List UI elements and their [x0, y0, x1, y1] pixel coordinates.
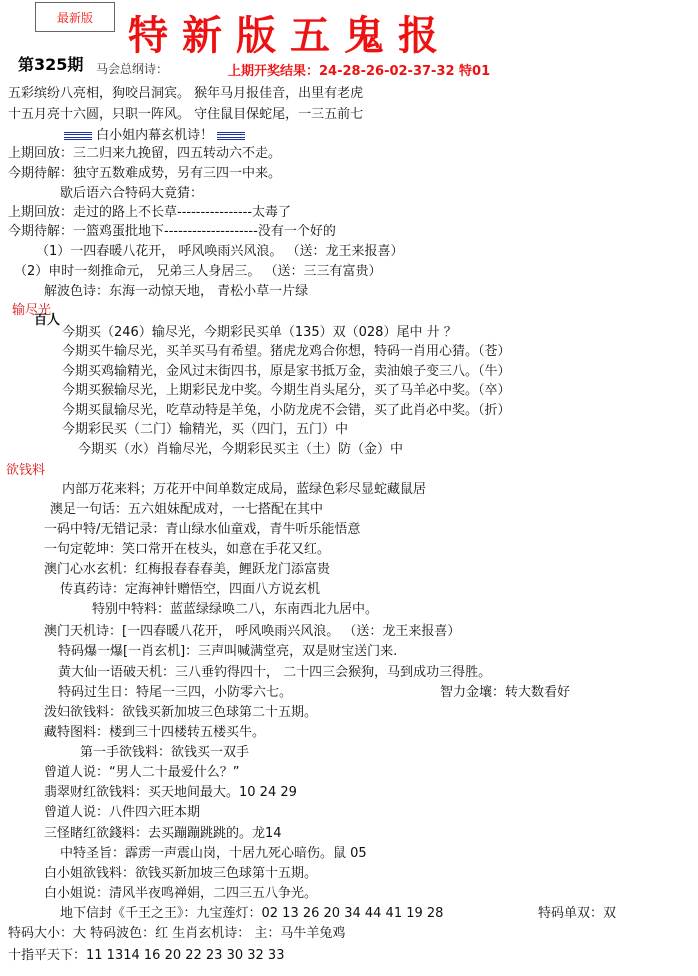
lose-section-mark: 百人 — [34, 313, 61, 328]
lose-line: 今期买牛输尽光，买羊买马有希望。猪虎龙鸡合你想，特码一肖用心猜。（苍） — [62, 344, 511, 359]
win-line: 泼妇欲钱料：欲钱买新加坡三色球第二十五期。 — [44, 705, 318, 720]
white-lady-line: 解波色诗：东海一动惊天地， 青松小草一片绿 — [44, 284, 309, 299]
issue-subtitle: 马会总纲诗： — [96, 62, 169, 76]
double-bar-icon — [217, 132, 245, 140]
double-bar-icon — [64, 132, 92, 140]
win-line: 黄大仙一语破天机：三八垂钓得四十， 二十四三会猴狗，马到成功三得胜。 — [58, 665, 492, 680]
win-line: 特码爆一爆[一肖玄机]：三声叫喊满堂亮，双是财宝送门来. — [58, 644, 398, 659]
issue-number: 第325期 — [18, 55, 84, 74]
poem-line: 五彩缤纷八亮相，狗咬吕洞宾。 猴年马月报佳音，出里有老虎 — [8, 86, 364, 101]
last-draw-results: 上期开奖结果：24-28-26-02-37-32 特01 — [228, 64, 491, 79]
white-lady-title-row — [64, 124, 245, 143]
win-line: 曾道人说：“男人二十最爱什么？” — [44, 765, 240, 780]
win-line: 特别中特料：蓝蓝绿绿唤二八，东南西北九居中。 — [92, 602, 379, 617]
lose-line: 今期买猴输尽光，上期彩民龙中奖。今期生肖头尾分，买了马羊必中奖。（卒） — [62, 383, 511, 398]
win-line: 澳足一句话：五六姐妹配成对，一七搭配在其中 — [50, 502, 324, 517]
white-lady-line: 上期回放：三二归来九挽留，四五转动六不走。 — [8, 146, 282, 161]
white-lady-line: 今期待解：独守五数难成势，另有三四一中来。 — [8, 166, 282, 181]
win-line: 澳门天机诗：[一四春暖八花开， 呼风唤雨兴风浪。 （送：龙王来报喜） — [44, 624, 461, 639]
lose-line: 今期买（246）输尽光，今期彩民买单（135）双（028）尾中 廾 ？ — [62, 325, 457, 340]
win-line: 藏特图料：楼到三十四楼转五楼买牛。 — [44, 725, 266, 740]
white-lady-line: 上期回放：走过的路上不长草----------------太毒了 — [8, 205, 292, 220]
win-line: 三怪睹红欲錢料：去买蹦蹦跳跳的。龙14 — [44, 826, 282, 841]
win-line: 白小姐说：清风半夜鸣禅娟，二四三五八争光。 — [44, 886, 318, 901]
page-title: 特新版五鬼报 — [128, 12, 452, 59]
win-line: 第一手欲钱料：欲钱买一双手 — [80, 745, 250, 760]
lose-line: 今期买鼠输尽光，吃草动特是羊兔，小防龙虎不会错，买了此肖必中奖。（折） — [62, 403, 511, 418]
win-line: 内部万花来料；万花开中间单数定成局，蓝绿色彩尽显蛇藏鼠居 — [62, 482, 427, 497]
latest-version-badge: 最新版 — [35, 2, 115, 32]
win-line: 翡翠财红欲钱料：买天地间最大。10 24 29 — [44, 785, 297, 800]
win-line: 特码过生日：特尾一三四，小防零六七。 — [58, 685, 293, 700]
win-line: 一码中特/无错记录：青山绿水仙童戏，青牛听乐能悟意 — [44, 522, 361, 537]
win-line: 特码单双：双 — [538, 906, 617, 921]
win-line: 十指平天下：11 1314 16 20 22 23 30 32 33 — [8, 948, 285, 963]
win-line: 一句定乾坤：笑口常开在枝头，如意在手花又红。 — [44, 542, 331, 557]
win-line: 特码大小：大 特码波色：红 生肖玄机诗： 主：马牛羊兔鸡 — [8, 926, 346, 941]
win-line: 曾道人说：八件四六旺本期 — [44, 805, 201, 820]
poem-line: 十五月亮十六圆，只职一阵风。 守住鼠目保蛇尾，一三五前七 — [8, 107, 364, 122]
win-line: 智力金壤：转大数看好 — [440, 685, 571, 700]
win-line: 澳门心水玄机：红梅报春春春美，鲤跃龙门添富贵 — [44, 562, 331, 577]
white-lady-line: （2）申时一刻推命元， 兄弟三人身居三。 （送：三三有富贵） — [14, 264, 382, 279]
win-line: 白小姐欲钱料：欲钱买新加坡三色球第十五期。 — [44, 866, 318, 881]
win-line: 地下信封《千王之王》：九宝莲灯：02 13 26 20 34 44 41 19 28 — [60, 906, 444, 921]
white-lady-line: （1）一四春暖八花开， 呼风唤雨兴风浪。 （送：龙王来报喜） — [36, 244, 404, 259]
white-lady-title: 白小姐内幕玄机诗！ — [96, 128, 214, 143]
lose-line: 今期买（水）肖输尽光，今期彩民买主（土）防（金）中 — [78, 442, 404, 457]
lose-section-label: 输尽光 — [12, 303, 52, 318]
white-lady-line: 今期待解：一篮鸡蛋批地下--------------------没有一个好的 — [8, 224, 336, 239]
lose-line: 今期买鸡输精光，金风过末街四书，原是家书抵万金，卖油娘子变三八。（牛） — [62, 364, 511, 379]
lose-line: 今期彩民买（二门）输精光，买（四门，五门）中 — [62, 422, 349, 437]
win-line: 传真药诗：定海神针赠悟空，四面八方说玄机 — [60, 582, 321, 597]
win-line: 中特圣旨：霹雳一声震山岗，十居九死心暗伤。鼠 05 — [60, 846, 367, 861]
white-lady-line: 歇后语六合特码大竟猜： — [60, 186, 204, 201]
win-section-label: 欲钱料 — [6, 463, 46, 478]
